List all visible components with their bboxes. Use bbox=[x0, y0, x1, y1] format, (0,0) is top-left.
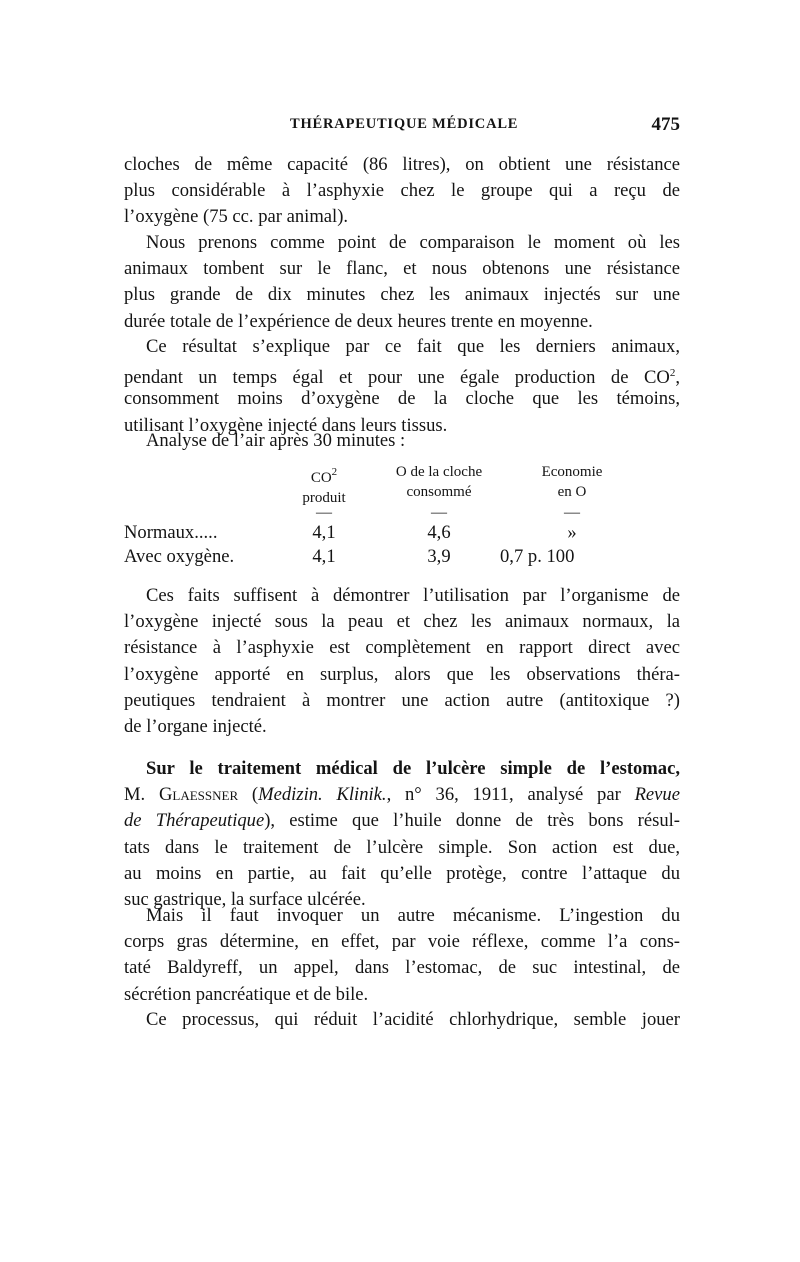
paragraph-8 bbox=[124, 1007, 680, 1033]
header-text: en O bbox=[557, 484, 587, 500]
cell-o-consumed: 4,6 bbox=[427, 522, 451, 543]
header-line bbox=[276, 462, 372, 488]
text-line bbox=[124, 360, 680, 389]
paragraph-2 bbox=[124, 230, 680, 335]
paragraph-4 bbox=[124, 428, 680, 454]
superscript: 2 bbox=[669, 367, 676, 380]
section-heading: Sur le traitement médical de l’ulcère simple de l’estomac, bbox=[146, 758, 680, 779]
text-line bbox=[124, 808, 680, 834]
cell-co2: 4,1 bbox=[312, 546, 336, 567]
text-line: résistance à l’asphyxie est complètement en rapport direct avec bbox=[124, 637, 680, 659]
text-fragment: pendant un temps égal et pour une égale production de CO bbox=[124, 367, 670, 389]
cell-economy: 0,7 p. 100 bbox=[500, 546, 575, 567]
row-label: Normaux..... bbox=[124, 522, 218, 543]
header-text: Economie bbox=[541, 464, 603, 480]
text-line: suc gastrique, la surface ulcérée. bbox=[124, 888, 366, 910]
page-number: 475 bbox=[651, 114, 680, 135]
paragraph-3 bbox=[124, 334, 680, 439]
text-line bbox=[124, 782, 680, 808]
text-line: sécrétion pancréatique et de bile. bbox=[124, 983, 369, 1005]
text-fragment: ( bbox=[238, 784, 259, 806]
text-line: Nous prenons comme point de comparaison le moment où les bbox=[146, 232, 680, 253]
text-line: plus considérable à l’asphyxie chez le groupe qui a reçu de bbox=[124, 180, 680, 202]
column-dash: — bbox=[431, 504, 447, 521]
header-text: consommé bbox=[406, 484, 472, 500]
column-dash: — bbox=[316, 504, 332, 521]
journal-name: Revue bbox=[634, 784, 680, 806]
cell-o-consumed: 3,9 bbox=[427, 546, 451, 567]
header-text: CO bbox=[310, 470, 332, 486]
text-fragment: M. bbox=[124, 784, 159, 806]
text-line: l’oxygène (75 cc. par animal). bbox=[124, 206, 349, 228]
text-line: l’oxygène apporté en surplus, alors que les observations théra- bbox=[124, 663, 680, 685]
cell-economy: » bbox=[567, 522, 577, 543]
text-line: animaux tombent sur le flanc, et nous obtenons une résistance bbox=[124, 258, 680, 280]
author-name: Glaessner bbox=[158, 784, 239, 806]
journal-name: de Thérapeutique bbox=[124, 810, 265, 832]
text-line: Analyse de l’air après 30 minutes : bbox=[146, 430, 406, 451]
running-header bbox=[124, 116, 680, 142]
paragraph-5 bbox=[124, 583, 680, 740]
text-fragment: , n° 36, 1911, analysé par bbox=[386, 784, 635, 806]
text-line: utilisant l’oxygène injecté dans leurs tissus. bbox=[124, 414, 448, 436]
text-line: corps gras détermine, en effet, par voie réflexe, comme l’a cons- bbox=[124, 931, 680, 953]
paragraph-1 bbox=[124, 152, 680, 231]
text-line: cloches de même capacité (86 litres), on obtient une résistance bbox=[124, 154, 680, 175]
superscript: 2 bbox=[331, 466, 338, 478]
text-fragment: , bbox=[675, 367, 680, 389]
text-line: durée totale de l’expérience de deux heures trente en moyenne. bbox=[124, 310, 593, 332]
column-dash: — bbox=[564, 504, 580, 521]
text-line: de l’organe injecté. bbox=[124, 715, 267, 737]
text-line: Mais il faut invoquer un autre mécanisme. L’ingestion du bbox=[146, 905, 680, 926]
text-line: l’oxygène injecté sous la peau et chez les animaux normaux, la bbox=[124, 611, 680, 633]
column-header-economy bbox=[504, 462, 640, 502]
text-line: au moins en partie, au fait qu’elle protège, contre l’attaque du bbox=[124, 862, 680, 884]
text-line: plus grande de dix minutes chez les animaux injectés sur une bbox=[124, 284, 680, 306]
text-fragment: ), estime que l’huile donne de très bons résul- bbox=[264, 810, 680, 832]
row-label: Avec oxygène. bbox=[124, 546, 235, 567]
text-line: Ces faits suffisent à démontrer l’utilisation par l’organisme de bbox=[146, 585, 680, 606]
cell-co2: 4,1 bbox=[312, 522, 336, 543]
text-line: Ce résultat s’explique par ce fait que les derniers animaux, bbox=[146, 336, 680, 357]
paragraph-6 bbox=[124, 756, 680, 913]
header-text: produit bbox=[302, 490, 346, 506]
text-line: tats dans le traitement de l’ulcère simple. Son action est due, bbox=[124, 836, 680, 858]
text-line: peutiques tendraient à montrer une action autre (antitoxique ?) bbox=[124, 689, 680, 711]
text-line: taté Baldyreff, un appel, dans l’estomac, de suc intestinal, de bbox=[124, 957, 680, 979]
running-title: THÉRAPEUTIQUE MÉDICALE bbox=[290, 116, 519, 132]
column-header-o-consumed bbox=[374, 462, 504, 502]
journal-name: Medizin. Klinik. bbox=[258, 784, 387, 806]
text-line: consomment moins d’oxygène de la cloche que les témoins, bbox=[124, 388, 680, 410]
header-text: O de la cloche bbox=[395, 464, 483, 480]
text-line: Ce processus, qui réduit l’acidité chlorhydrique, semble jouer bbox=[146, 1009, 680, 1030]
column-header-co2 bbox=[276, 462, 372, 508]
paragraph-7 bbox=[124, 903, 680, 1008]
